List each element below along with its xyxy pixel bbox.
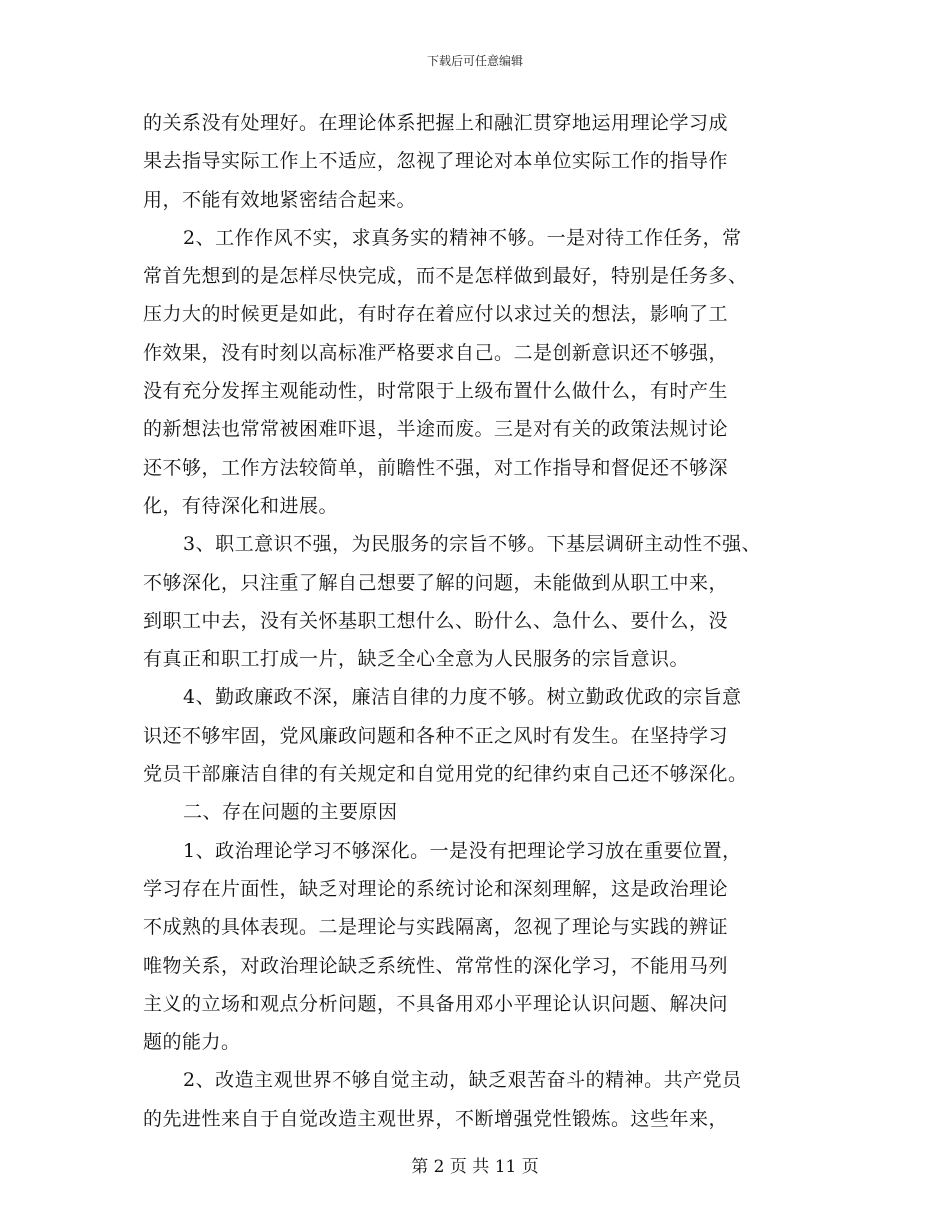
- text-line: 二、存在问题的主要原因: [183, 801, 398, 824]
- page-header-note: 下载后可任意编辑: [426, 54, 523, 68]
- text-line: 常首先想到的是怎样尽快完成，而不是怎样做到最好，特别是任务多、: [143, 265, 748, 288]
- text-line: 的关系没有处理好。在理论体系把握上和融汇贯穿地运用理论学习成: [143, 112, 729, 134]
- text-line: 有真正和职工打成一片，缺乏全心全意为人民服务的宗旨意识。: [143, 648, 690, 671]
- text-line: 题的能力。: [143, 1031, 241, 1054]
- text-line: 用，不能有效地紧密结合起来。: [143, 188, 417, 211]
- document-body: [143, 104, 833, 1138]
- text-line: 压力大的时候更是如此，有时存在着应付以求过关的想法，影响了工: [143, 303, 729, 326]
- text-line: 党员干部廉洁自律的有关规定和自觉用党的纪律约束自己还不够深化。: [143, 763, 748, 786]
- text-line: 1、政治理论学习不够深化。一是没有把理论学习放在重要位置，: [183, 839, 742, 862]
- text-line: 没有充分发挥主观能动性，时常限于上级布置什么做什么，有时产生: [143, 380, 729, 403]
- text-line: 不成熟的具体表现。二是理论与实践隔离，忽视了理论与实践的辨证: [143, 916, 729, 939]
- text-line: 的先进性来自于自觉改造主观世界，不断增强党性锻炼。这些年来，: [143, 1107, 729, 1130]
- text-line: 到职工中去，没有关怀基职工想什么、盼什么、急什么、要什么，没: [143, 609, 729, 632]
- text-line: 主义的立场和观点分析问题，不具备用邓小平理论认识问题、解决问: [143, 992, 729, 1015]
- text-line: 果去指导实际工作上不适应，忽视了理论对本单位实际工作的指导作: [143, 150, 729, 173]
- text-line: 3、职工意识不强，为民服务的宗旨不够。下基层调研主动性不强、: [183, 533, 762, 556]
- text-line: 学习存在片面性，缺乏对理论的系统讨论和深刻理解，这是政治理论: [143, 877, 729, 900]
- text-line: 唯物关系，对政治理论缺乏系统性、常常性的深化学习，不能用马列: [143, 954, 729, 977]
- text-line: 还不够，工作方法较简单，前瞻性不强，对工作指导和督促还不够深: [143, 456, 729, 479]
- text-line: 识还不够牢固，党风廉政问题和各种不正之风时有发生。在坚持学习: [143, 724, 729, 747]
- text-line: 作效果，没有时刻以高标准严格要求自己。二是创新意识还不够强，: [143, 341, 729, 364]
- text-line: 4、勤政廉政不深，廉洁自律的力度不够。树立勤政优政的宗旨意: [183, 686, 742, 709]
- text-line: 不够深化，只注重了解自己想要了解的问题，未能做到从职工中来，: [143, 571, 729, 594]
- text-line: 2、工作作风不实，求真务实的精神不够。一是对待工作任务，常: [183, 226, 742, 249]
- text-line: 2、改造主观世界不够自觉主动，缺乏艰苦奋斗的精神。共产党员: [183, 1069, 742, 1092]
- text-line: 的新想法也常常被困难吓退，半途而废。三是对有关的政策法规讨论: [143, 418, 729, 441]
- page-number: 第 2 页 共 11 页: [411, 1157, 539, 1177]
- text-line: 化，有待深化和进展。: [143, 494, 339, 517]
